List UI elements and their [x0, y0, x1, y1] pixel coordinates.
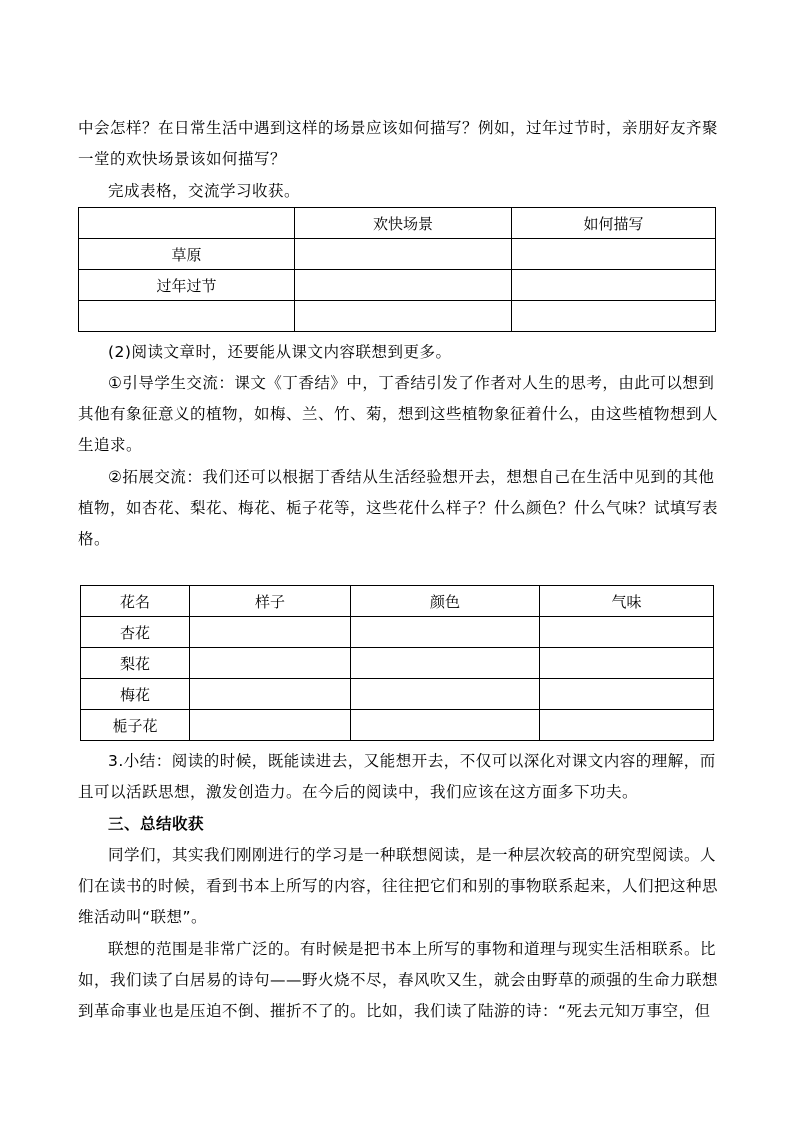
paragraph-line: 3.小结：阅读的时候，既能读进去，又能想开去，不仅可以深化对课文内容的理解，而 — [108, 752, 716, 770]
table-header-row — [79, 208, 716, 239]
table-row — [79, 301, 716, 332]
table-header-cell: 气味 — [540, 586, 714, 617]
paragraph-line: ①引导学生交流：课文《丁香结》中，丁香结引发了作者对人生的思考，由此可以想到 — [108, 374, 715, 392]
paragraph-line: 联想的范围是非常广泛的。有时候是把书本上所写的事物和道理与现实生活相联系。比 — [108, 940, 717, 958]
table-cell — [540, 679, 714, 710]
table-header-cell: 花名 — [81, 586, 190, 617]
paragraph-line: 且可以活跃思想，激发创造力。在今后的阅读中，我们应该在这方面多下功夫。 — [78, 783, 639, 801]
table-cell: 栀子花 — [81, 710, 190, 741]
paragraph-line: 到革命事业也是压迫不倒、摧折不了的。比如，我们读了陆游的诗：“死去元知万事空，但 — [78, 1002, 711, 1020]
section-text: (2)阅读文章时，还要能从课文内容联想到更多。 — [108, 343, 452, 361]
table-cell — [79, 301, 295, 332]
table-cell — [295, 239, 512, 270]
paragraph-line: 植物，如杏花、梨花、梅花、栀子花等，这些花什么样子？什么颜色？什么气味？试填写表 — [78, 499, 719, 517]
table-row — [81, 617, 714, 648]
table-cell — [190, 648, 351, 679]
instruction-text: 完成表格，交流学习收获。 — [108, 182, 301, 200]
table-cell — [295, 301, 512, 332]
table-flowers — [80, 585, 714, 741]
table-cell — [190, 679, 351, 710]
table-cell: 过年过节 — [79, 270, 295, 301]
paragraph-line: 中会怎样？在日常生活中遇到这样的场景应该如何描写？例如，过年过节时，亲朋好友齐聚 — [78, 119, 719, 137]
table-cell — [512, 301, 716, 332]
table-cell: 梨花 — [81, 648, 190, 679]
table-cell — [190, 617, 351, 648]
table-cell — [351, 710, 540, 741]
paragraph-line: 生追求。 — [78, 436, 143, 454]
table-row — [79, 239, 716, 270]
table-cell — [540, 648, 714, 679]
table-cell — [190, 710, 351, 741]
paragraph-line: 一堂的欢快场景该如何描写？ — [78, 150, 287, 168]
table-header-row — [81, 586, 714, 617]
table-row — [81, 648, 714, 679]
paragraph-line: 格。 — [78, 530, 111, 548]
table-cell — [512, 270, 716, 301]
table-header-cell: 样子 — [190, 586, 351, 617]
table-cell — [540, 710, 714, 741]
table-cell — [295, 270, 512, 301]
table-cell — [512, 239, 716, 270]
table-cell — [351, 648, 540, 679]
table-header-cell — [79, 208, 295, 239]
table-scene-description — [78, 207, 716, 332]
paragraph-line: 们在读书的时候，看到书本上所写的内容，往往把它们和别的事物联系起来，人们把这种思 — [78, 877, 719, 895]
paragraph-line: 其他有象征意义的植物，如梅、兰、竹、菊，想到这些植物象征着什么，由这些植物想到人 — [78, 405, 719, 423]
table-row — [79, 270, 716, 301]
table-header-cell: 颜色 — [351, 586, 540, 617]
table-cell — [351, 679, 540, 710]
table-header-cell: 如何描写 — [512, 208, 716, 239]
paragraph-line: ②拓展交流：我们还可以根据丁香结从生活经验想开去，想想自己在生活中见到的其他 — [108, 468, 715, 486]
paragraph-line: 同学们，其实我们刚刚进行的学习是一种联想阅读，是一种层次较高的研究型阅读。人 — [108, 846, 717, 864]
table-cell — [540, 617, 714, 648]
paragraph-line: 维活动叫“联想”。 — [78, 908, 208, 926]
table-cell: 杏花 — [81, 617, 190, 648]
table-cell: 草原 — [79, 239, 295, 270]
table-row — [81, 679, 714, 710]
table-header-cell: 欢快场景 — [295, 208, 512, 239]
paragraph-line: 如，我们读了白居易的诗句——野火烧不尽，春风吹又生，就会由野草的顽强的生命力联想 — [78, 971, 719, 989]
table-row — [81, 710, 714, 741]
section-heading: 三、总结收获 — [108, 815, 205, 833]
table-cell — [351, 617, 540, 648]
table-cell: 梅花 — [81, 679, 190, 710]
